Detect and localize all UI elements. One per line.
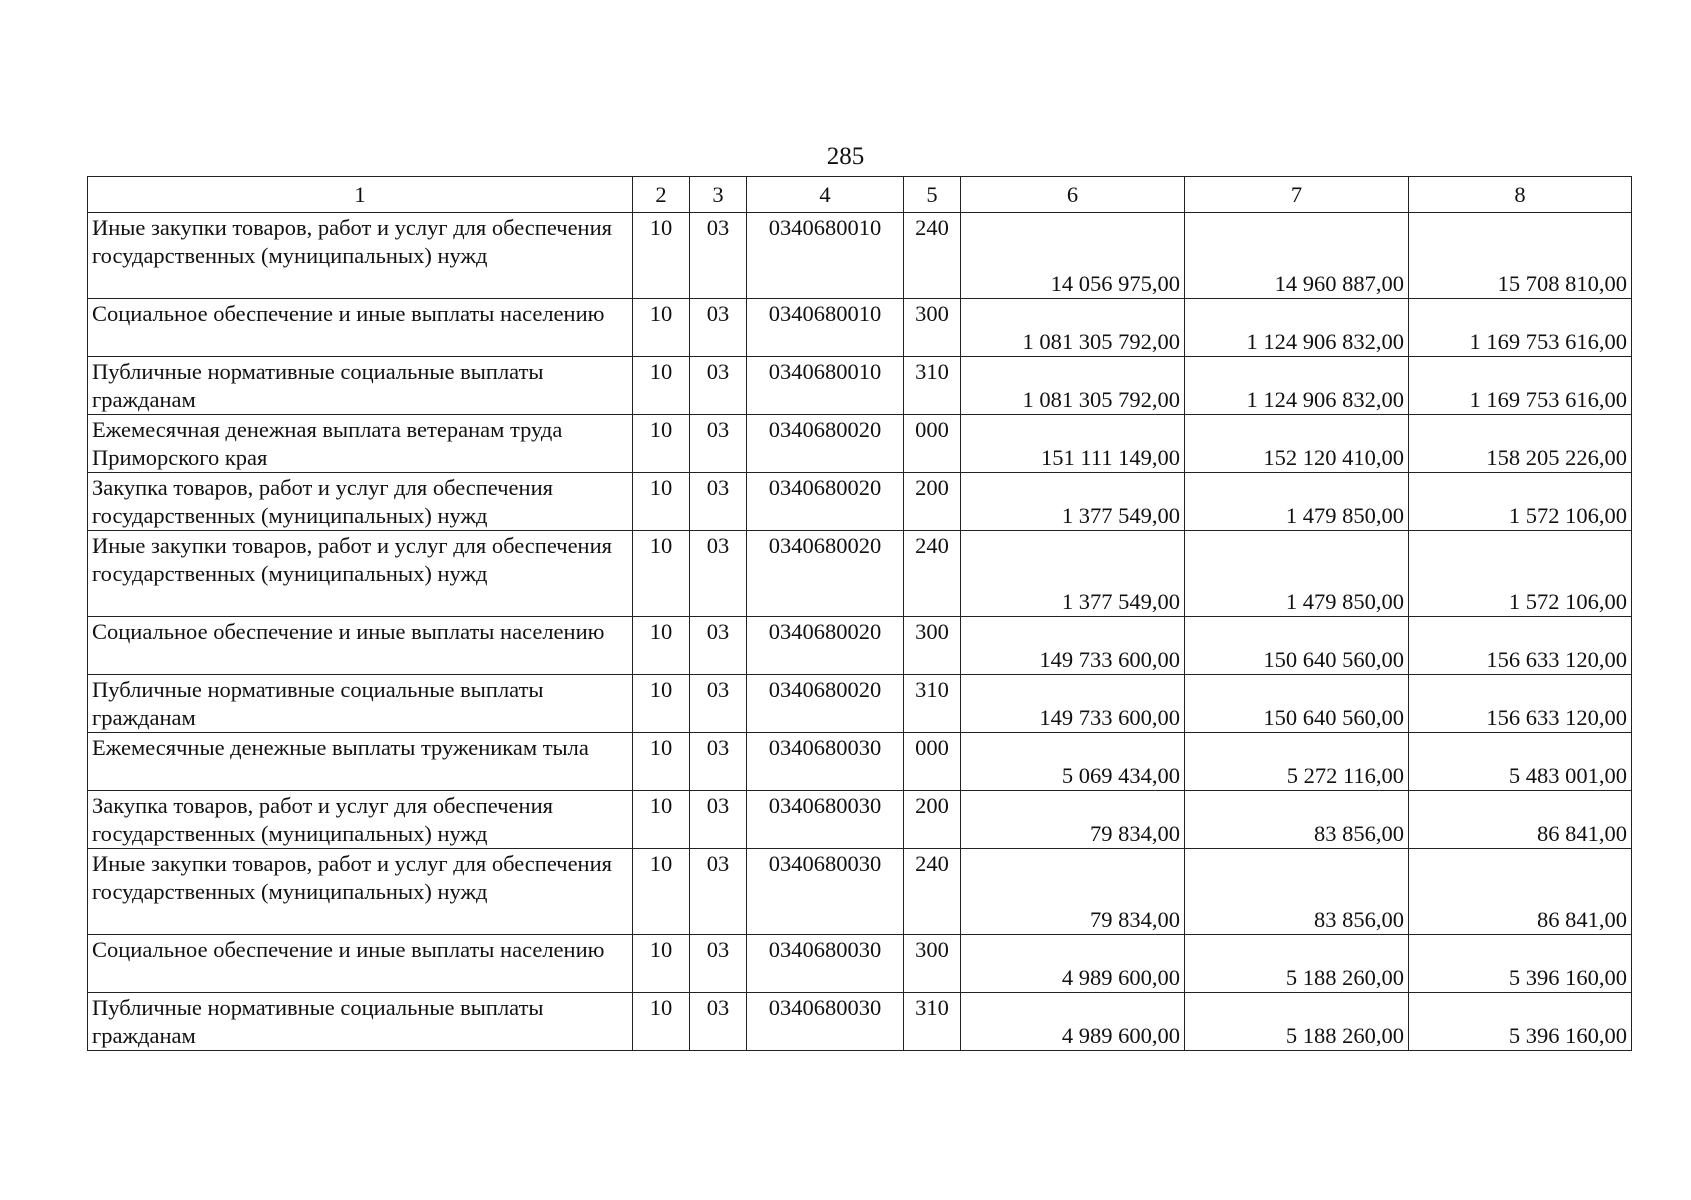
header-col-6: 6 [961, 177, 1185, 213]
header-col-2: 2 [633, 177, 690, 213]
budget-table [87, 176, 1632, 1051]
row-amount-col-8: 1 572 106,00 [1409, 473, 1632, 531]
row-amount-col-8: 5 483 001,00 [1409, 733, 1632, 791]
row-section: 10 [633, 415, 690, 473]
row-amount-col-8: 1 169 753 616,00 [1409, 357, 1632, 415]
header-col-8: 8 [1409, 177, 1632, 213]
row-amount-col-6: 5 069 434,00 [961, 733, 1185, 791]
row-target-code: 0340680020 [747, 473, 904, 531]
row-subsection: 03 [690, 213, 747, 299]
row-subsection: 03 [690, 849, 747, 935]
row-subsection: 03 [690, 993, 747, 1051]
row-amount-col-6: 79 834,00 [961, 849, 1185, 935]
page-number: 285 [826, 143, 865, 170]
row-subsection: 03 [690, 791, 747, 849]
row-amount-col-7: 150 640 560,00 [1185, 617, 1409, 675]
row-amount-col-8: 1 169 753 616,00 [1409, 299, 1632, 357]
row-section: 10 [633, 617, 690, 675]
row-target-code: 0340680030 [747, 791, 904, 849]
row-section: 10 [633, 935, 690, 993]
header-col-4: 4 [747, 177, 904, 213]
row-name: Закупка товаров, работ и услуг для обеспечения государственных (муниципальных) нужд [88, 473, 633, 531]
row-amount-col-7: 1 479 850,00 [1185, 473, 1409, 531]
row-name: Иные закупки товаров, работ и услуг для обеспечения государственных (муниципальных) нужд [88, 213, 633, 299]
table-row [88, 675, 1632, 733]
row-amount-col-6: 1 081 305 792,00 [961, 357, 1185, 415]
row-amount-col-7: 5 272 116,00 [1185, 733, 1409, 791]
row-amount-col-7: 1 124 906 832,00 [1185, 299, 1409, 357]
table-row [88, 531, 1632, 617]
row-expense-type: 000 [904, 733, 961, 791]
row-amount-col-8: 156 633 120,00 [1409, 617, 1632, 675]
row-amount-col-8: 86 841,00 [1409, 791, 1632, 849]
row-subsection: 03 [690, 299, 747, 357]
row-name: Публичные нормативные социальные выплаты гражданам [88, 993, 633, 1051]
row-amount-col-7: 83 856,00 [1185, 849, 1409, 935]
row-amount-col-7: 5 188 260,00 [1185, 935, 1409, 993]
row-amount-col-6: 1 081 305 792,00 [961, 299, 1185, 357]
row-section: 10 [633, 473, 690, 531]
row-expense-type: 300 [904, 935, 961, 993]
row-section: 10 [633, 357, 690, 415]
table-row [88, 849, 1632, 935]
table-row [88, 935, 1632, 993]
row-amount-col-6: 151 111 149,00 [961, 415, 1185, 473]
row-amount-col-6: 149 733 600,00 [961, 675, 1185, 733]
header-col-5: 5 [904, 177, 961, 213]
row-expense-type: 310 [904, 993, 961, 1051]
row-name: Публичные нормативные социальные выплаты гражданам [88, 675, 633, 733]
row-subsection: 03 [690, 473, 747, 531]
row-amount-col-6: 1 377 549,00 [961, 473, 1185, 531]
row-expense-type: 200 [904, 791, 961, 849]
row-amount-col-7: 14 960 887,00 [1185, 213, 1409, 299]
row-subsection: 03 [690, 675, 747, 733]
row-name: Социальное обеспечение и иные выплаты населению [88, 299, 633, 357]
row-amount-col-6: 79 834,00 [961, 791, 1185, 849]
row-subsection: 03 [690, 935, 747, 993]
row-target-code: 0340680010 [747, 357, 904, 415]
row-name: Иные закупки товаров, работ и услуг для обеспечения государственных (муниципальных) нужд [88, 531, 633, 617]
row-amount-col-7: 5 188 260,00 [1185, 993, 1409, 1051]
table-row [88, 993, 1632, 1051]
row-expense-type: 300 [904, 299, 961, 357]
row-amount-col-7: 150 640 560,00 [1185, 675, 1409, 733]
row-target-code: 0340680030 [747, 993, 904, 1051]
row-name: Социальное обеспечение и иные выплаты населению [88, 617, 633, 675]
row-amount-col-8: 86 841,00 [1409, 849, 1632, 935]
row-amount-col-6: 149 733 600,00 [961, 617, 1185, 675]
row-subsection: 03 [690, 415, 747, 473]
row-target-code: 0340680030 [747, 935, 904, 993]
row-name: Иные закупки товаров, работ и услуг для обеспечения государственных (муниципальных) нужд [88, 849, 633, 935]
row-amount-col-6: 4 989 600,00 [961, 935, 1185, 993]
row-subsection: 03 [690, 733, 747, 791]
row-amount-col-6: 1 377 549,00 [961, 531, 1185, 617]
row-expense-type: 240 [904, 531, 961, 617]
table-header [88, 177, 1632, 213]
row-section: 10 [633, 849, 690, 935]
row-section: 10 [633, 733, 690, 791]
table-row [88, 357, 1632, 415]
row-amount-col-7: 83 856,00 [1185, 791, 1409, 849]
row-name: Ежемесячная денежная выплата ветеранам труда Приморского края [88, 415, 633, 473]
row-expense-type: 200 [904, 473, 961, 531]
row-subsection: 03 [690, 617, 747, 675]
row-amount-col-8: 15 708 810,00 [1409, 213, 1632, 299]
row-subsection: 03 [690, 531, 747, 617]
row-amount-col-7: 1 124 906 832,00 [1185, 357, 1409, 415]
row-amount-col-6: 4 989 600,00 [961, 993, 1185, 1051]
row-amount-col-6: 14 056 975,00 [961, 213, 1185, 299]
row-amount-col-8: 158 205 226,00 [1409, 415, 1632, 473]
row-amount-col-8: 5 396 160,00 [1409, 935, 1632, 993]
row-section: 10 [633, 299, 690, 357]
table-row [88, 415, 1632, 473]
table-row [88, 791, 1632, 849]
row-target-code: 0340680020 [747, 415, 904, 473]
table-row [88, 617, 1632, 675]
row-amount-col-8: 1 572 106,00 [1409, 531, 1632, 617]
row-target-code: 0340680030 [747, 733, 904, 791]
row-subsection: 03 [690, 357, 747, 415]
row-target-code: 0340680010 [747, 299, 904, 357]
row-section: 10 [633, 675, 690, 733]
row-section: 10 [633, 531, 690, 617]
header-col-3: 3 [690, 177, 747, 213]
row-expense-type: 000 [904, 415, 961, 473]
row-target-code: 0340680020 [747, 617, 904, 675]
row-amount-col-7: 152 120 410,00 [1185, 415, 1409, 473]
header-col-7: 7 [1185, 177, 1409, 213]
row-expense-type: 310 [904, 357, 961, 415]
row-target-code: 0340680010 [747, 213, 904, 299]
table-row [88, 733, 1632, 791]
row-name: Публичные нормативные социальные выплаты гражданам [88, 357, 633, 415]
row-target-code: 0340680020 [747, 531, 904, 617]
row-section: 10 [633, 791, 690, 849]
row-amount-col-8: 156 633 120,00 [1409, 675, 1632, 733]
row-section: 10 [633, 213, 690, 299]
row-section: 10 [633, 993, 690, 1051]
header-col-1: 1 [88, 177, 633, 213]
row-expense-type: 310 [904, 675, 961, 733]
table-body [88, 213, 1632, 1051]
table-row [88, 213, 1632, 299]
row-expense-type: 300 [904, 617, 961, 675]
row-expense-type: 240 [904, 849, 961, 935]
header-row [88, 177, 1632, 213]
row-target-code: 0340680020 [747, 675, 904, 733]
row-expense-type: 240 [904, 213, 961, 299]
row-name: Социальное обеспечение и иные выплаты населению [88, 935, 633, 993]
row-amount-col-8: 5 396 160,00 [1409, 993, 1632, 1051]
row-name: Ежемесячные денежные выплаты труженикам тыла [88, 733, 633, 791]
table-row [88, 473, 1632, 531]
table-row [88, 299, 1632, 357]
row-amount-col-7: 1 479 850,00 [1185, 531, 1409, 617]
row-name: Закупка товаров, работ и услуг для обеспечения государственных (муниципальных) нужд [88, 791, 633, 849]
row-target-code: 0340680030 [747, 849, 904, 935]
